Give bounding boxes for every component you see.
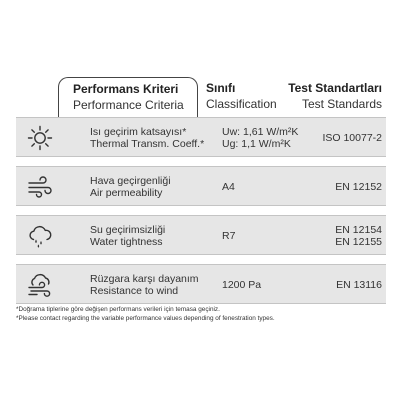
classification-line-2: Ug: 1,1 W/m²K [222, 138, 291, 150]
standard-cell [336, 279, 382, 291]
criteria-header [58, 77, 198, 117]
standard-cell [335, 181, 382, 193]
classification-line-1: 1200 Pa [222, 279, 262, 291]
criteria-tr: Isı geçirim katsayısı* [90, 126, 187, 138]
criteria-tr: Su geçirimsizliği [90, 224, 166, 236]
criteria-header-tr: Performans Kriteri [73, 82, 179, 96]
footnote-tr: *Doğrama tiplerine göre değişen performans verileri için temasa geçiniz. [16, 306, 220, 313]
table-row-wind [16, 264, 386, 304]
table-row-water [16, 215, 386, 255]
standards-header [288, 80, 382, 112]
footnote [16, 305, 386, 323]
criteria-tr: Hava geçirgenliği [90, 175, 171, 187]
standard-line-1: EN 13116 [336, 279, 382, 291]
wind-cloud-icon [26, 271, 54, 299]
standard-cell [322, 132, 382, 144]
footnote-en: *Please contact regarding the variable performance values depending of fenestration types. [16, 315, 275, 322]
sun-icon [26, 124, 54, 152]
criteria-header-en: Performance Criteria [73, 98, 184, 112]
criteria-en: Resistance to wind [90, 285, 179, 297]
classification-cell [222, 126, 298, 150]
classification-cell [222, 279, 261, 291]
criteria-cell [90, 175, 171, 199]
classification-cell [222, 181, 235, 193]
criteria-tr: Rüzgara karşı dayanım [90, 273, 199, 285]
wind-icon [26, 173, 54, 201]
classification-line-1: R7 [222, 230, 236, 242]
classification-header-en: Classification [206, 97, 277, 111]
classification-line-1: A4 [222, 181, 235, 193]
table-row-air [16, 166, 386, 206]
classification-header-tr: Sınıfı [206, 81, 236, 95]
table-header [16, 77, 386, 117]
classification-cell [222, 230, 235, 242]
criteria-cell [90, 224, 165, 248]
criteria-en: Water tightness [90, 236, 163, 248]
standard-line-1: ISO 10077-2 [322, 132, 382, 144]
criteria-cell [90, 126, 204, 150]
criteria-en: Air permeability [90, 187, 163, 199]
table-row-thermal [16, 117, 386, 157]
classification-line-1: Uw: 1,61 W/m²K [222, 126, 299, 138]
standard-line-1: EN 12154 [335, 224, 382, 236]
standard-cell [335, 224, 382, 248]
rain-cloud-icon [26, 222, 54, 250]
classification-header [206, 80, 277, 112]
standard-line-1: EN 12152 [335, 181, 382, 193]
criteria-en: Thermal Transm. Coeff.* [90, 138, 205, 150]
criteria-cell [90, 273, 199, 297]
standard-line-2: EN 12155 [335, 236, 382, 248]
standards-header-tr: Test Standartları [288, 81, 382, 95]
standards-header-en: Test Standards [301, 97, 382, 111]
